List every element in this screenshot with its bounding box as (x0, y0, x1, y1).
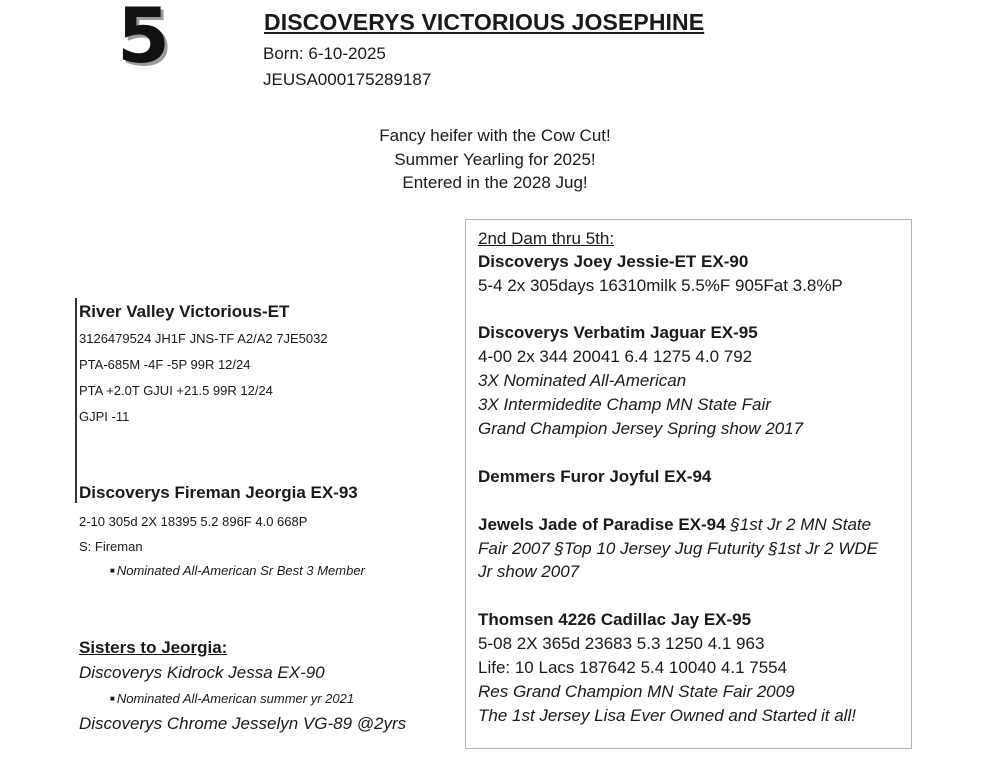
fifth-dam-note: Fair 2007 §Top 10 Jersey Jug Futurity §1st Jr 2 WDE (478, 539, 878, 558)
dam-note-text: Nominated All-American Sr Best 3 Member (116, 563, 365, 578)
second-dam-name: Discoverys Joey Jessie-ET EX-90 (478, 252, 749, 271)
sire-info-line: PTA +2.0T GJUI +21.5 99R 12/24 (79, 383, 273, 398)
sister-note-text: Nominated All-American summer yr 2021 (116, 691, 355, 706)
bullet-icon: ■ (110, 566, 115, 575)
animal-name: DISCOVERYS VICTORIOUS JOSEPHINE (264, 9, 705, 35)
sister-name: Discoverys Chrome Jesselyn VG-89 @2yrs (79, 714, 407, 733)
third-dam-note: 3X Intermidedite Champ MN State Fair (478, 395, 771, 414)
third-dam-note: 3X Nominated All-American (478, 371, 687, 390)
sixth-dam-name: Thomsen 4226 Cadillac Jay EX-95 (478, 610, 752, 629)
birth-date: Born: 6-10-2025 (263, 44, 386, 63)
sixth-dam-record: 5-08 2X 365d 23683 5.3 1250 4.1 963 (478, 634, 765, 653)
highlight-line: Entered in the 2028 Jug! (402, 173, 588, 192)
third-dam-note: Grand Champion Jersey Spring show 2017 (478, 419, 804, 438)
sire-info-line: 3126479524 JH1F JNS-TF A2/A2 7JE5032 (79, 331, 328, 346)
sixth-dam-note: Res Grand Champion MN State Fair 2009 (478, 682, 795, 701)
sisters-heading: Sisters to Jeorgia: (79, 638, 228, 657)
third-dam-record: 4-00 2x 344 20041 6.4 1275 4.0 792 (478, 347, 753, 366)
highlight-line: Fancy heifer with the Cow Cut! (379, 126, 611, 145)
highlights (300, 124, 690, 195)
dam-record: 2-10 305d 2X 18395 5.2 896F 4.0 668P (79, 514, 308, 529)
fifth-dam-note: Jr show 2007 (478, 562, 580, 581)
dam-name: Discoverys Fireman Jeorgia EX-93 (79, 483, 358, 502)
dam-sire: S: Fireman (79, 539, 143, 554)
dam-note (110, 563, 365, 579)
pedigree-bracket (75, 298, 77, 503)
sire-info-line: GJPI -11 (79, 409, 130, 424)
bullet-icon: ■ (110, 694, 115, 703)
fifth-dam-name: Jewels Jade of Paradise EX-94 (478, 515, 726, 534)
highlight-line: Summer Yearling for 2025! (394, 149, 596, 169)
fifth-dam-line (478, 515, 871, 535)
lot-number: 5 (117, 0, 170, 80)
third-dam-name: Discoverys Verbatim Jaguar EX-95 (478, 323, 758, 342)
pedigree-box-heading: 2nd Dam thru 5th: (478, 229, 615, 248)
fourth-dam-name: Demmers Furor Joyful EX-94 (478, 467, 712, 486)
fifth-dam-inline-note: §1st Jr 2 MN State (725, 515, 872, 534)
sister-name: Discoverys Kidrock Jessa EX-90 (79, 663, 325, 682)
sixth-dam-note: The 1st Jersey Lisa Ever Owned and Started it all! (478, 706, 856, 725)
registration-number: JEUSA000175289187 (263, 70, 432, 89)
sire-info-line: PTA-685M -4F -5P 99R 12/24 (79, 357, 251, 372)
sire-name: River Valley Victorious-ET (79, 302, 290, 321)
sixth-dam-record: Life: 10 Lacs 187642 5.4 10040 4.1 7554 (478, 658, 788, 677)
second-dam-record: 5-4 2x 305days 16310milk 5.5%F 905Fat 3.8%P (478, 276, 843, 295)
sister-note (110, 691, 354, 707)
